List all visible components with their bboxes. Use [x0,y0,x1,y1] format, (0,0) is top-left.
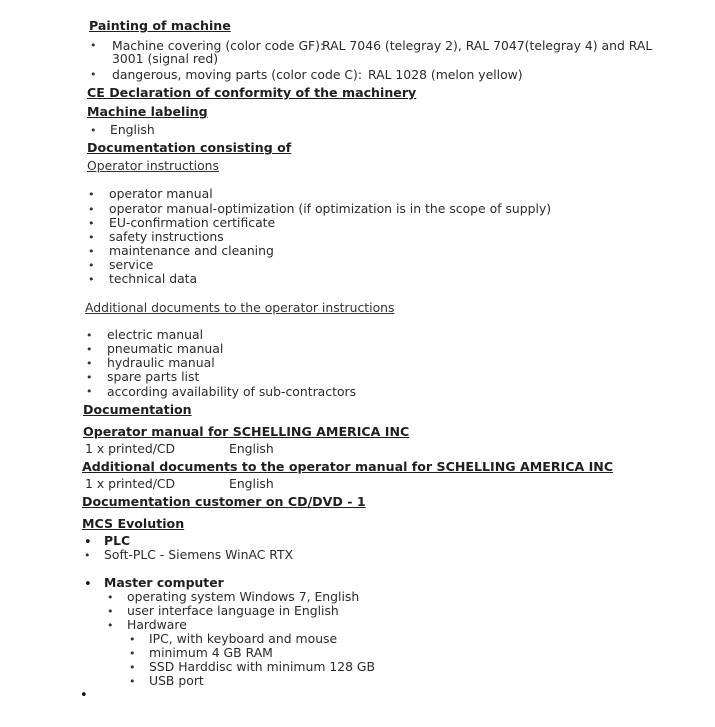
bullet: • [129,675,136,688]
operator-item: operator manual [109,186,213,201]
bullet: • [86,371,93,384]
bullet: • [80,688,88,703]
bullet: • [90,68,97,81]
bullet: • [88,203,95,216]
bullet: • [88,273,95,286]
master-item: operating system Windows 7, English [127,589,360,604]
labeling-item: English [110,122,155,137]
operator-manual-qty: 1 x printed/CD [85,441,176,456]
heading-documentation-customer-cd: Documentation customer on CD/DVD - 1 [82,494,366,509]
painting-item-2-value: RAL 1028 (melon yellow) [368,67,523,82]
operator-item: technical data [109,271,198,286]
bullet: • [84,535,92,550]
additional-docs-qty: 1 x printed/CD [85,476,176,491]
painting-item-1-value: RAL 7046 (telegray 2), RAL 7047(telegray 4) and RAL [322,38,653,53]
master-item: Hardware [127,617,187,632]
additional-docs-language: English [229,476,274,491]
operator-item: EU-confirmation certificate [109,215,276,230]
subheading-additional-documents: Additional documents to the operator instructions [85,300,395,315]
additional-item: pneumatic manual [107,341,224,356]
bullet: • [129,661,136,674]
hardware-item: USB port [149,673,204,688]
additional-item: hydraulic manual [107,355,215,370]
bullet: • [88,188,95,201]
bullet: • [129,633,136,646]
heading-additional-docs-operator-manual: Additional documents to the operator manual for SCHELLING AMERICA INC [82,459,614,474]
bullet: • [86,357,93,370]
additional-item: according availability of sub-contractors [107,384,357,399]
bullet: • [86,385,93,398]
heading-painting: Painting of machine [89,18,231,33]
bullet: • [107,605,114,618]
heading-ce-declaration: CE Declaration of conformity of the machinery [87,85,417,100]
heading-documentation-consisting: Documentation consisting of [87,140,292,155]
painting-item-2-label: dangerous, moving parts (color code C): [112,67,363,82]
bullet: • [90,124,97,137]
bullet: • [86,329,93,342]
additional-item: electric manual [107,327,204,342]
bullet: • [107,591,114,604]
bullet: • [86,343,93,356]
bullet: • [84,549,91,562]
bullet: • [107,619,114,632]
bullet: • [90,39,97,52]
hardware-item: IPC, with keyboard and mouse [149,631,338,646]
operator-manual-language: English [229,441,274,456]
bullet: • [129,647,136,660]
heading-machine-labeling: Machine labeling [87,104,208,119]
hardware-item: SSD Harddisc with minimum 128 GB [149,659,376,674]
bullet: • [88,231,95,244]
additional-item: spare parts list [107,369,200,384]
operator-item: maintenance and cleaning [109,243,274,258]
master-item: user interface language in English [127,603,339,618]
plc-item: Soft-PLC - Siemens WinAC RTX [104,547,294,562]
bullet: • [88,217,95,230]
heading-operator-manual: Operator manual for SCHELLING AMERICA INC [83,424,410,439]
bullet: • [88,245,95,258]
heading-documentation: Documentation [83,402,192,417]
painting-item-1-label: Machine covering (color code GF): [112,38,325,53]
operator-item: service [109,257,154,272]
master-computer-title: Master computer [104,575,224,590]
painting-item-1-cont: 3001 (signal red) [112,51,219,66]
operator-item: operator manual-optimization (if optimization is in the scope of supply) [109,201,552,216]
subheading-operator-instructions: Operator instructions [87,158,219,173]
bullet: • [84,577,92,592]
hardware-item: minimum 4 GB RAM [149,645,273,660]
heading-mcs-evolution: MCS Evolution [82,516,185,531]
operator-item: safety instructions [109,229,224,244]
plc-title: PLC [104,533,131,548]
bullet: • [88,259,95,272]
